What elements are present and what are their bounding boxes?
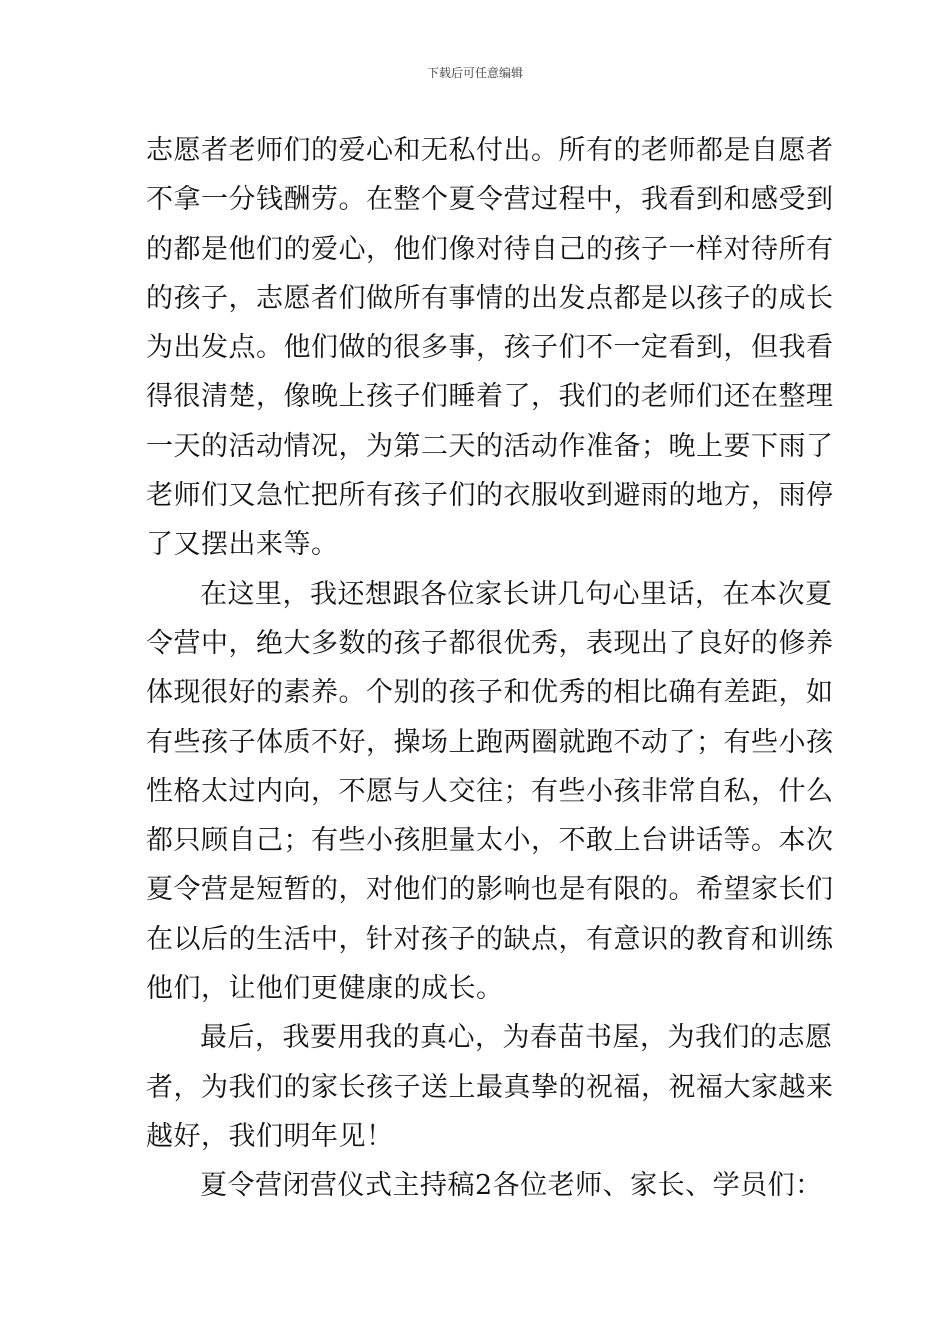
text-line: 的都是他们的爱心，他们像对待自己的孩子一样对待所有 (146, 233, 834, 265)
page-header: 下载后可任意编辑 (426, 66, 523, 80)
text-line: 志愿者老师们的爱心和无私付出。所有的老师都是自愿者 (146, 135, 834, 166)
text-line: 一天的活动情况，为第二天的活动作准备；晚上要下雨了 (146, 430, 834, 462)
document-body (146, 126, 834, 1211)
text-line: 为出发点。他们做的很多事，孩子们不一定看到，但我看 (146, 332, 834, 364)
text-line: 性格太过内向，不愿与人交往；有些小孩非常自私，什么 (146, 775, 834, 807)
text-line: 有些孩子体质不好，操场上跑两圈就跑不动了；有些小孩 (146, 726, 834, 758)
text-line: 的孩子，志愿者们做所有事情的出发点都是以孩子的成长 (146, 282, 834, 314)
paragraph (146, 570, 834, 1014)
text-line: 者，为我们的家长孩子送上最真挚的祝福，祝福大家越来 (146, 1071, 834, 1103)
text-line: 令营中，绝大多数的孩子都很优秀，表现出了良好的修养 (146, 627, 834, 659)
text-line: 越好，我们明年见！ (146, 1120, 394, 1152)
paragraph (146, 126, 834, 570)
text-line: 他们，让他们更健康的成长。 (146, 973, 504, 1005)
text-line: 了又摆出来等。 (146, 529, 339, 561)
text-line: 夏令营是短暂的，对他们的影响也是有限的。希望家长们 (146, 874, 834, 906)
text-line: 最后，我要用我的真心，为春苗书屋，为我们的志愿 (200, 1022, 833, 1054)
paragraph (146, 1013, 834, 1161)
text-line: 夏令营闭营仪式主持稿2各位老师、家长、学员们： (200, 1170, 823, 1202)
paragraph (146, 1161, 823, 1210)
text-line: 得很清楚，像晚上孩子们睡着了，我们的老师们还在整理 (146, 381, 834, 413)
text-line: 老师们又急忙把所有孩子们的衣服收到避雨的地方，雨停 (146, 480, 834, 512)
text-line: 不拿一分钱酬劳。在整个夏令营过程中，我看到和感受到 (146, 184, 834, 216)
text-line: 体现很好的素养。个别的孩子和优秀的相比确有差距，如 (146, 677, 834, 709)
text-line: 都只顾自己；有些小孩胆量太小，不敢上台讲话等。本次 (146, 825, 834, 857)
text-line: 在这里，我还想跟各位家长讲几句心里话，在本次夏 (200, 578, 833, 610)
text-line: 在以后的生活中，针对孩子的缺点，有意识的教育和训练 (146, 923, 834, 955)
